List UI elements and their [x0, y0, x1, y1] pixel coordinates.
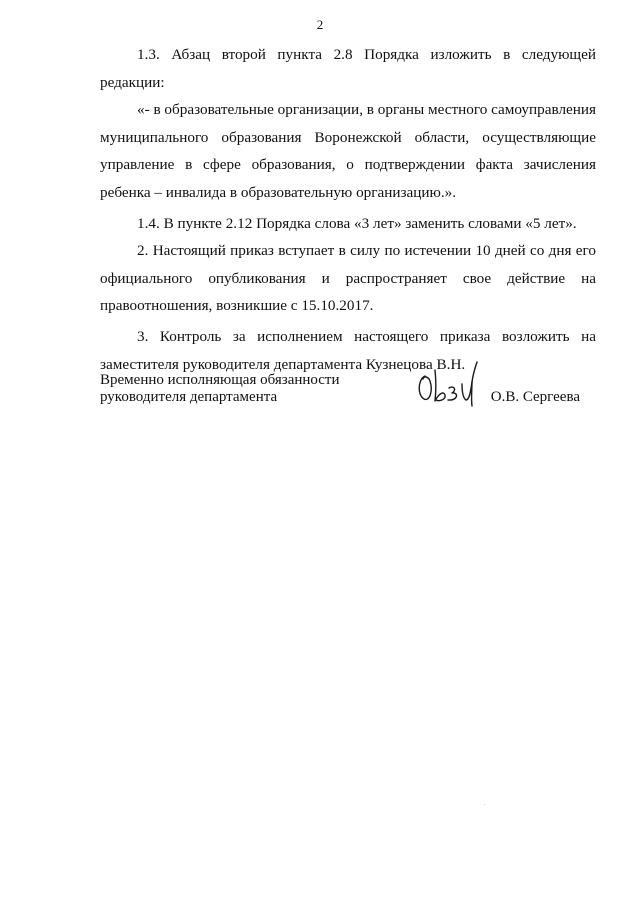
- signer-name: О.В. Сергеева: [490, 389, 580, 405]
- handwritten-signature: [415, 360, 485, 414]
- paragraph-2: 2. Настоящий приказ вступает в силу по истечении 10 дней со дня его официального опубликования и распространяет свое действие на правоотношения, возникшие с 15.10.2017.: [100, 242, 596, 315]
- paragraph-1-3: 1.3. Абзац второй пункта 2.8 Порядка изложить в следующей редакции:: [100, 46, 596, 91]
- page-number: 2: [316, 17, 324, 32]
- paragraph-1-4: 1.4. В пункте 2.12 Порядка слова «3 лет» заменить словами «5 лет».: [137, 214, 577, 232]
- signer-title-line-2: руководителя департамента: [100, 389, 278, 405]
- paragraph-3: 3. Контроль за исполнением настоящего приказа возложить на заместителя руководителя департамента Кузнецова В.Н.: [100, 327, 596, 373]
- signer-title: [100, 372, 340, 406]
- signature-block: [100, 372, 596, 432]
- document-body: [100, 41, 596, 378]
- signer-title-line-1: Временно исполняющая обязанности: [100, 372, 340, 388]
- scan-speck: [484, 804, 485, 805]
- paragraph-quote: «- в образовательные организации, в органы местного самоуправления муниципального образования Воронежской области, осуществляющие управление в сфере образования, о подтверждении факта зачисления ребенка – инвалида в образовательную организацию.».: [100, 101, 596, 201]
